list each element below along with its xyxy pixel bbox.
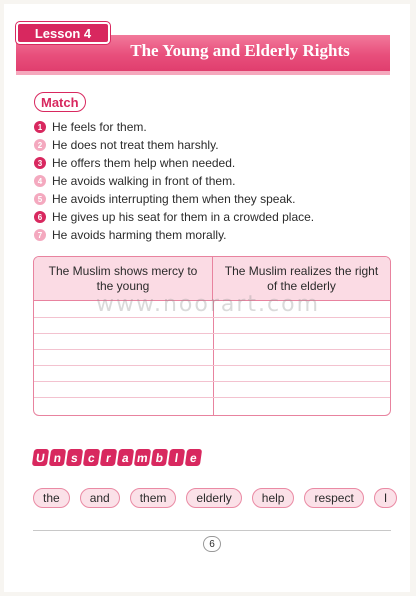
- item-number: 6: [34, 211, 46, 223]
- match-item: [34, 208, 384, 226]
- letter-tile: n: [49, 449, 66, 466]
- letter-tile: e: [185, 449, 202, 466]
- footer-divider: [33, 530, 391, 531]
- letter-tile: a: [117, 449, 134, 466]
- lesson-title: The Young and Elderly Rights: [130, 41, 350, 60]
- writing-line: [34, 333, 390, 334]
- item-text: He avoids interrupting them when they speak.: [52, 192, 296, 206]
- writing-line: [34, 397, 390, 398]
- item-text: He offers them help when needed.: [52, 156, 236, 170]
- letter-tile: b: [151, 449, 168, 466]
- letter-tile: s: [66, 449, 83, 466]
- column-header-young: The Muslim shows mercy to the young: [48, 263, 198, 293]
- letter-tile: c: [83, 449, 100, 466]
- word-chip: help: [252, 488, 295, 508]
- item-text: He avoids harming them morally.: [52, 228, 227, 242]
- letter-tile: r: [100, 449, 117, 466]
- column-header-elderly: The Muslim realizes the right of the elderly: [212, 257, 390, 300]
- lesson-label: Lesson 4: [16, 22, 110, 44]
- item-number: 3: [34, 157, 46, 169]
- item-text: He does not treat them harshly.: [52, 138, 219, 152]
- unscramble-heading: [33, 449, 203, 466]
- writing-line: [34, 381, 390, 382]
- word-chip: I: [374, 488, 397, 508]
- match-item: [34, 136, 384, 154]
- word-chip: respect: [304, 488, 363, 508]
- word-chip: elderly: [186, 488, 241, 508]
- writing-line: [34, 317, 390, 318]
- letter-tile: m: [134, 449, 151, 466]
- letter-tile: l: [168, 449, 185, 466]
- writing-line: [34, 365, 390, 366]
- item-number: 1: [34, 121, 46, 133]
- page-number: 6: [203, 536, 221, 552]
- match-item: [34, 226, 384, 244]
- item-text: He avoids walking in front of them.: [52, 174, 236, 188]
- letter-tile: U: [32, 449, 49, 466]
- watermark: www.noorart.com: [96, 292, 320, 317]
- sorting-table: [33, 256, 391, 416]
- writing-line: [34, 349, 390, 350]
- match-item: [34, 154, 384, 172]
- match-item: [34, 190, 384, 208]
- header-stripe: [16, 71, 390, 75]
- item-number: 5: [34, 193, 46, 205]
- match-label: Match: [34, 92, 86, 112]
- match-list: [34, 118, 384, 244]
- item-text: He feels for them.: [52, 120, 147, 134]
- item-number: 4: [34, 175, 46, 187]
- item-number: 2: [34, 139, 46, 151]
- column-divider: [213, 301, 214, 416]
- match-item: [34, 118, 384, 136]
- word-bank: [33, 488, 407, 508]
- word-chip: and: [80, 488, 120, 508]
- item-number: 7: [34, 229, 46, 241]
- match-item: [34, 172, 384, 190]
- item-text: He gives up his seat for them in a crowded place.: [52, 210, 315, 224]
- word-chip: the: [33, 488, 70, 508]
- word-chip: them: [130, 488, 177, 508]
